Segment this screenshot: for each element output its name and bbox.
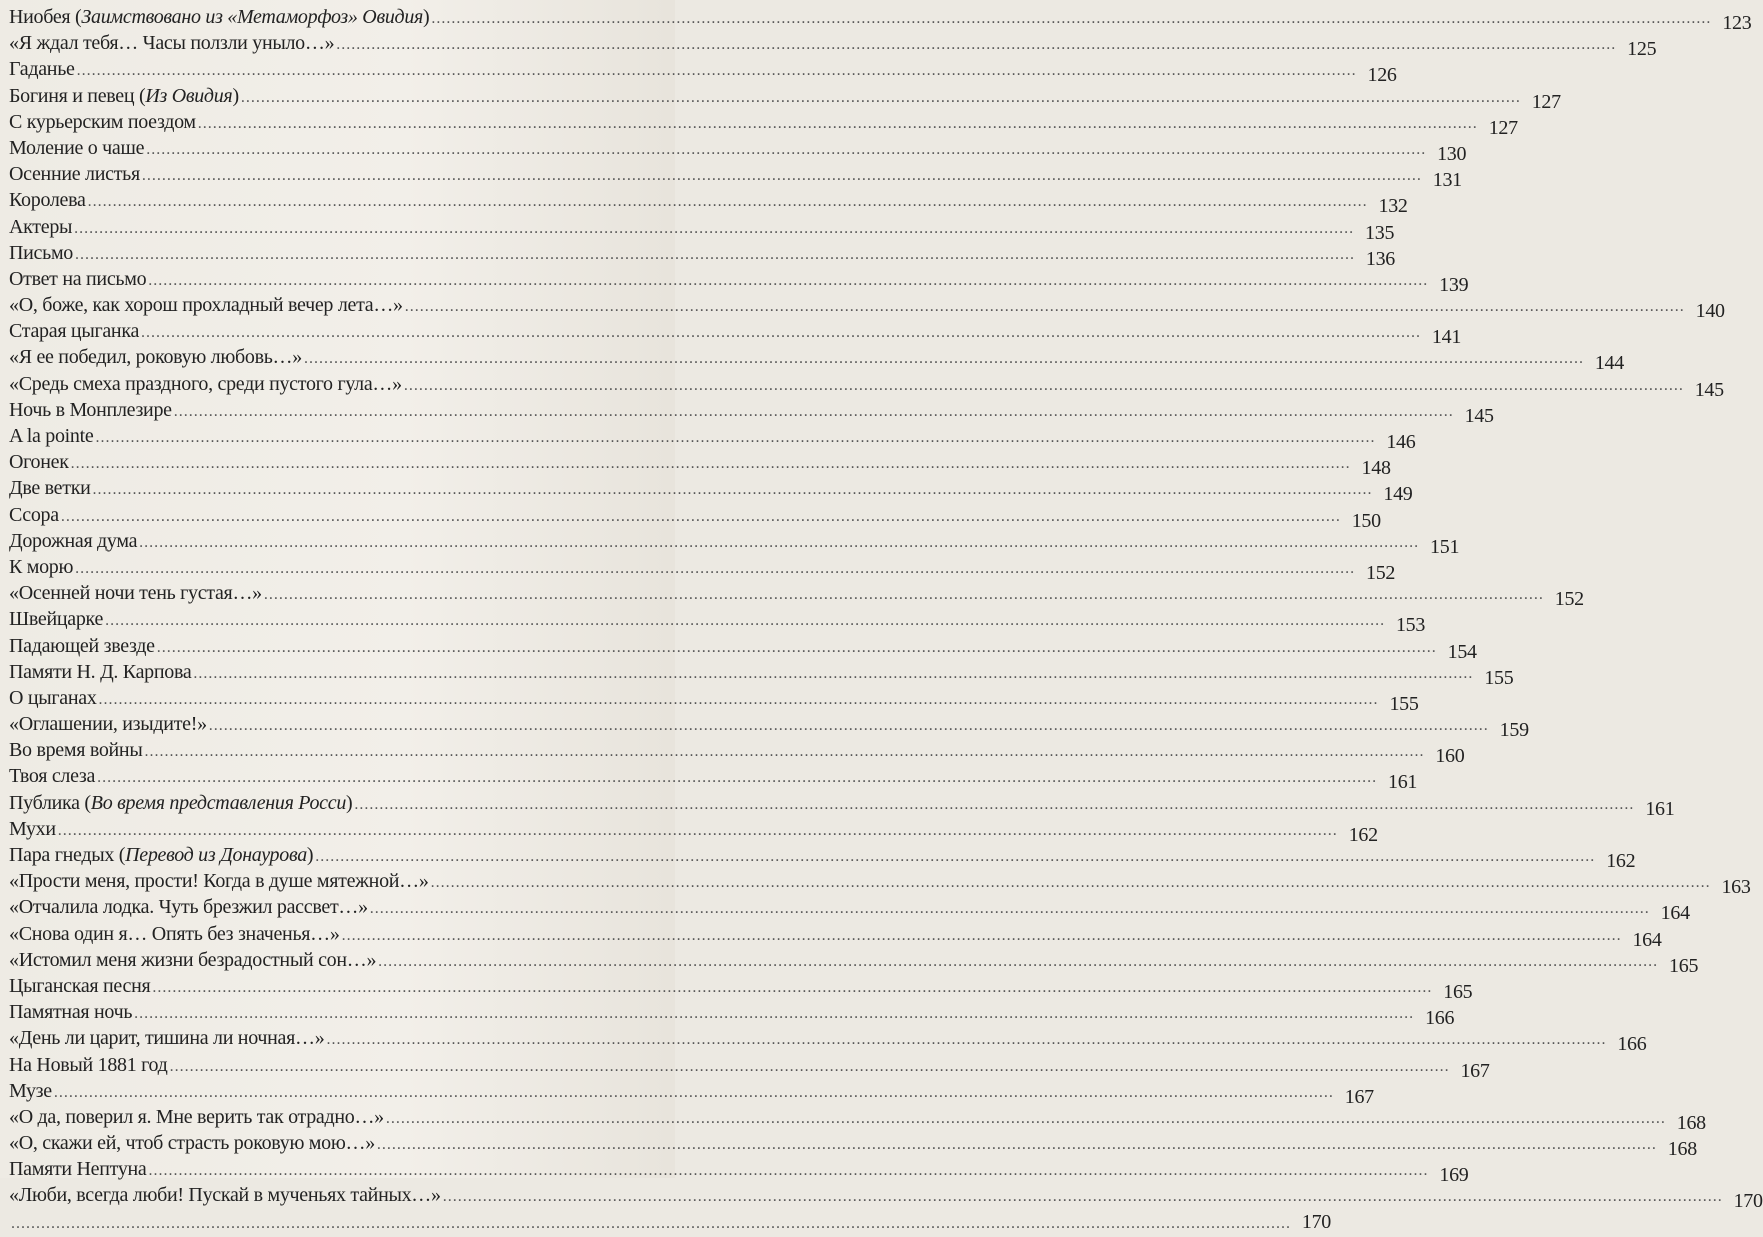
- toc-entry: [0, 659, 1514, 689]
- entry-subtitle: Перевод из Донаурова: [125, 844, 307, 866]
- dot-leader: [77, 58, 1357, 84]
- toc-entry: [0, 947, 1699, 977]
- toc-entry: [0, 894, 1690, 925]
- toc-entry: [0, 187, 1408, 218]
- dot-leader: [405, 294, 1685, 320]
- dot-leader: [99, 687, 1379, 713]
- page-number: 139: [1439, 273, 1469, 296]
- entry-title: «Снова один я… Опять без значенья…»: [9, 922, 340, 945]
- page-number: 164: [1632, 928, 1662, 951]
- entry-title: Швейцарке: [9, 608, 104, 631]
- toc-entry: [0, 1025, 1647, 1056]
- entry-title: Королева: [9, 189, 86, 212]
- toc-entry: [0, 502, 1381, 532]
- toc-entry: [0, 554, 1396, 584]
- page-number: 135: [1365, 221, 1395, 244]
- dot-leader: [431, 6, 1711, 32]
- entry-title: К морю: [9, 555, 74, 578]
- page-number: 160: [1435, 745, 1465, 768]
- entry-title: Музе: [9, 1079, 52, 1102]
- toc-entry: [0, 449, 1391, 480]
- dot-leader: [71, 451, 1351, 477]
- entry-title: Публика (Во время представления Росси): [9, 791, 353, 814]
- toc-entry: [0, 1182, 1763, 1213]
- page-number: 168: [1676, 1111, 1706, 1134]
- entry-title: Гаданье: [9, 58, 75, 81]
- page-number: 161: [1388, 771, 1418, 794]
- entry-title: Во время войны: [9, 739, 143, 762]
- toc-entry: [0, 528, 1460, 558]
- dot-leader: [326, 1027, 1606, 1053]
- dot-leader: [75, 556, 1355, 582]
- toc-entry: [0, 921, 1662, 951]
- toc-entry: [0, 30, 1657, 61]
- toc-entry: [0, 685, 1419, 715]
- entry-subtitle: Во время представления Росси: [90, 791, 347, 814]
- entry-title: Ниобея (Заимствовано из «Метаморфоз» Овидия): [9, 6, 430, 28]
- dot-leader: [342, 923, 1622, 949]
- page-number: 126: [1367, 64, 1397, 87]
- entry-title: Письмо: [9, 241, 74, 264]
- page-number: 145: [1694, 378, 1724, 401]
- entry-title: Две ветки: [9, 477, 91, 500]
- dot-leader: [54, 1080, 1334, 1106]
- entry-title: Дорожная дума: [9, 529, 138, 552]
- toc-entry: [0, 135, 1467, 165]
- toc-entry: [0, 868, 1751, 899]
- entry-title: «Я ее победил, роковую любовь…»: [9, 346, 302, 369]
- dot-leader: [11, 1211, 1291, 1237]
- dot-leader: [336, 32, 1616, 58]
- dot-leader: [134, 1001, 1414, 1027]
- toc-entry: [0, 1078, 1374, 1108]
- dot-leader: [170, 1054, 1450, 1080]
- page-number: 167: [1460, 1059, 1490, 1082]
- entry-title: «Я ждал тебя… Часы ползли уныло…»: [9, 32, 335, 55]
- toc-entry: [0, 1156, 1469, 1187]
- dot-leader: [97, 765, 1377, 791]
- toc-entry: [0, 711, 1529, 742]
- entry-title: Мухи: [9, 817, 56, 840]
- dot-leader: [152, 975, 1432, 1001]
- toc-entry: [0, 83, 1561, 113]
- entry-title: «Осенней ночи тень густая…»: [9, 582, 262, 605]
- dot-leader: [157, 635, 1437, 661]
- dot-leader: [174, 399, 1454, 425]
- page-number: 159: [1499, 719, 1529, 742]
- entry-title: Цыганская песня: [9, 974, 151, 997]
- dot-leader: [198, 111, 1478, 137]
- page-number: 168: [1667, 1138, 1697, 1161]
- entry-subtitle: Из Овидия: [145, 84, 233, 107]
- page-number: 149: [1383, 483, 1413, 506]
- page-number: 169: [1439, 1164, 1469, 1187]
- entry-title: На Новый 1881 год: [9, 1053, 168, 1076]
- dot-leader: [304, 346, 1584, 372]
- toc-entry: [0, 318, 1462, 349]
- entry-title: Старая цыганка: [9, 320, 140, 343]
- page-number: 161: [1645, 797, 1675, 820]
- dot-leader: [315, 844, 1595, 870]
- page-number: 170: [1301, 1210, 1331, 1233]
- dot-leader: [354, 792, 1634, 818]
- page-number: 162: [1606, 850, 1636, 872]
- dot-leader: [378, 949, 1658, 975]
- page-number: 164: [1660, 902, 1690, 925]
- dot-leader: [95, 425, 1375, 451]
- page-number: 130: [1437, 142, 1467, 165]
- entry-title: Памяти Нептуна: [9, 1158, 147, 1181]
- page-number: 152: [1554, 588, 1584, 611]
- entry-title: «Средь смеха праздного, среди пустого гула…»: [9, 372, 402, 395]
- page-number: 125: [1627, 38, 1657, 61]
- page-number: 155: [1484, 666, 1514, 689]
- dot-leader: [144, 739, 1424, 765]
- entry-title: «О, скажи ей, чтоб страсть роковую мою…»: [9, 1132, 375, 1155]
- toc-entry: [0, 240, 1396, 270]
- dot-leader: [93, 477, 1373, 503]
- entry-title: Моление о чаше: [9, 136, 145, 159]
- dot-leader: [139, 530, 1419, 556]
- page-number: 148: [1361, 457, 1391, 480]
- toc-entry: [0, 475, 1413, 506]
- toc-entry: [0, 397, 1494, 427]
- toc-entry: [0, 344, 1624, 375]
- toc-entry: [0, 763, 1418, 794]
- entry-subtitle: Заимствовано из «Метаморфоз» Овидия: [81, 6, 424, 28]
- dot-leader: [431, 870, 1711, 896]
- toc-entry: [0, 790, 1675, 820]
- dot-leader: [75, 242, 1355, 268]
- entry-title: О цыганах: [9, 686, 97, 709]
- dot-leader: [443, 1184, 1723, 1210]
- page-number: 154: [1447, 640, 1477, 663]
- entry-title: Богиня и певец (Из Овидия): [9, 84, 239, 107]
- entry-title: «Оглашении, изыдите!»: [9, 713, 207, 736]
- toc-entry: [0, 56, 1397, 87]
- entry-title: «О, боже, как хорош прохладный вечер лета…»: [9, 294, 403, 317]
- toc-entry: [0, 580, 1584, 611]
- toc-entry: [0, 816, 1378, 846]
- dot-leader: [61, 504, 1341, 530]
- dot-leader: [149, 1158, 1429, 1184]
- entry-title: С курьерским поездом: [9, 110, 196, 133]
- toc-entry: [0, 633, 1477, 663]
- entry-title: Ночь в Монплезире: [9, 398, 172, 421]
- entry-title: Огонек: [9, 451, 69, 474]
- entry-title: «Прости меня, прости! Когда в душе мятежной…»: [9, 870, 429, 893]
- dot-leader: [404, 373, 1684, 399]
- toc-entry: [0, 606, 1426, 637]
- dot-leader: [264, 582, 1544, 608]
- entry-title: «Истомил меня жизни безрадостный сон…»: [9, 948, 377, 971]
- page-number: 123: [1722, 12, 1752, 34]
- page-number: 155: [1389, 692, 1419, 715]
- toc-entry: [0, 1130, 1697, 1161]
- dot-leader: [370, 896, 1650, 922]
- dot-leader: [88, 189, 1368, 215]
- page-number: 162: [1348, 823, 1378, 846]
- toc-entry: [0, 4, 1752, 34]
- page-number: 136: [1365, 247, 1396, 270]
- toc-entry: [0, 292, 1725, 323]
- page-number: 151: [1430, 535, 1460, 558]
- dot-leader: [386, 1106, 1666, 1132]
- entry-title: Пара гнедых (Перевод из Донаурова): [9, 844, 314, 866]
- toc-entry: [0, 371, 1724, 401]
- entry-title: Падающей звезде: [9, 634, 155, 657]
- dot-leader: [377, 1132, 1657, 1158]
- dot-leader: [209, 713, 1489, 739]
- entry-title: Ответ на письмо: [9, 267, 147, 290]
- toc-entry: [0, 161, 1462, 192]
- page-number: 131: [1432, 169, 1462, 192]
- entry-title: «О да, поверил я. Мне верить так отрадно…»: [9, 1105, 384, 1128]
- page-number: 144: [1594, 352, 1624, 375]
- entry-title: Памяти Н. Д. Карпова: [9, 660, 192, 683]
- entry-title: «Люби, всегда люби! Пускай в мученьях тайных…»: [9, 1184, 441, 1207]
- dot-leader: [141, 320, 1421, 346]
- page-number: 163: [1721, 876, 1751, 899]
- page-number: 165: [1443, 980, 1473, 1003]
- page-number: 166: [1617, 1033, 1647, 1056]
- toc-entry: [0, 842, 1636, 872]
- entry-title: Актеры: [9, 215, 73, 238]
- toc-entry: [0, 214, 1395, 244]
- page-number: 166: [1425, 1007, 1455, 1030]
- toc-entry: [0, 973, 1473, 1003]
- entry-title: Памятная ночь: [9, 1001, 133, 1024]
- page-number: 153: [1395, 614, 1426, 637]
- entry-title: A la pointe: [9, 425, 94, 447]
- dot-leader: [58, 818, 1338, 844]
- dot-leader: [146, 137, 1426, 163]
- page-number: 146: [1386, 431, 1416, 453]
- page-number: 141: [1431, 326, 1462, 349]
- cut-off-row: [0, 1209, 1331, 1233]
- page-number: 167: [1344, 1085, 1374, 1108]
- page-number: 140: [1695, 300, 1725, 323]
- dot-leader: [105, 608, 1385, 634]
- toc-entry: [0, 1052, 1490, 1082]
- dot-leader: [241, 85, 1521, 111]
- page-number: 132: [1378, 195, 1408, 218]
- toc-entry: [0, 109, 1518, 139]
- entry-title: «День ли царит, тишина ли ночная…»: [9, 1027, 325, 1050]
- dot-leader: [148, 268, 1428, 294]
- toc-entry: [0, 266, 1469, 296]
- dot-leader: [74, 216, 1354, 242]
- entry-title: «Отчалила лодка. Чуть брезжил рассвет…»: [9, 896, 368, 919]
- page-number: 127: [1488, 116, 1518, 139]
- page-number: 127: [1531, 90, 1561, 113]
- entry-title: Ссора: [9, 503, 59, 526]
- page-number: 145: [1464, 404, 1494, 427]
- toc-entry: [0, 1104, 1706, 1134]
- page-number: 152: [1366, 561, 1396, 584]
- dot-leader: [193, 661, 1473, 687]
- page-number: 165: [1669, 954, 1699, 977]
- entry-title: Твоя слеза: [9, 765, 96, 788]
- dot-leader: [142, 163, 1422, 189]
- toc-entry: [0, 999, 1455, 1030]
- entry-title: Осенние листья: [9, 163, 140, 186]
- toc-entry: [0, 423, 1416, 453]
- page-number: 170: [1733, 1190, 1763, 1213]
- page-number: 150: [1351, 509, 1381, 532]
- toc-entry: [0, 737, 1465, 768]
